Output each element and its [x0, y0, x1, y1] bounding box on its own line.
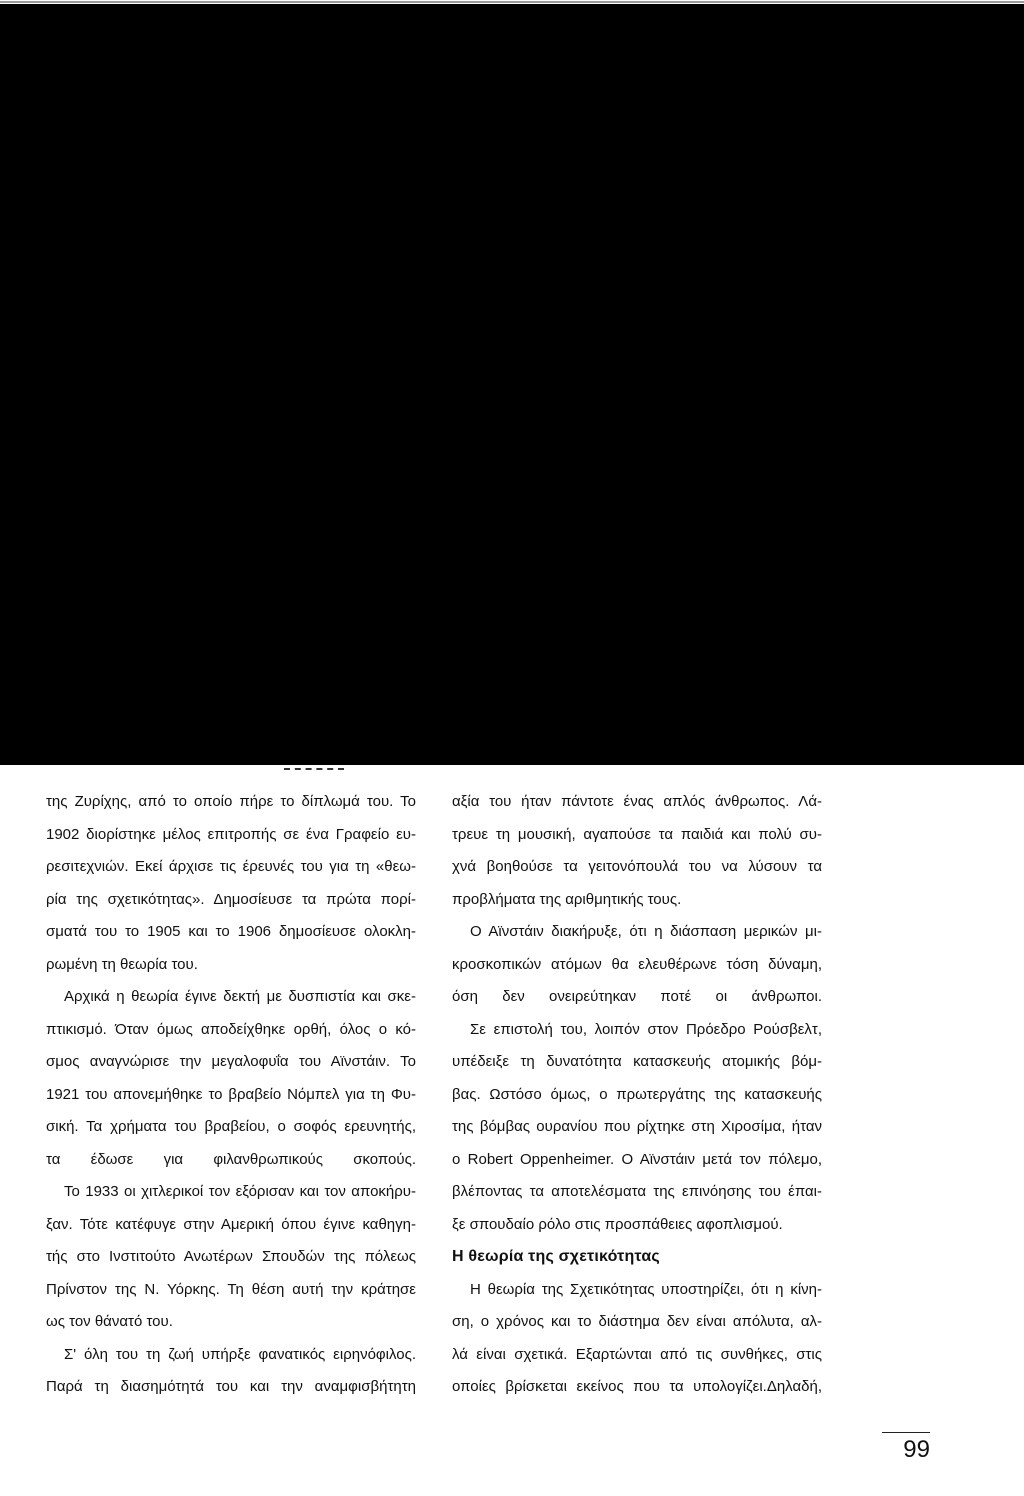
text-line: 1921 του απονεμήθηκε το βραβείο Νόμπελ για τη Φυ- [46, 1085, 416, 1103]
text-line: Η θεωρία της Σχετικότητας υποστηρίζει, ότι η κίνη- [470, 1280, 822, 1298]
text-line: Το 1933 οι χιτλερικοί τον εξόρισαν και τον αποκήρυ- [64, 1183, 416, 1200]
text-line: πτικισμό. Όταν όμως αποδείχθηκε ορθή, όλος ο κό- [46, 1020, 416, 1038]
text-line: ξε σπουδαίο ρόλο στις προσπάθειες αφοπλισμού. [452, 1215, 783, 1233]
text-line: ξαν. Τότε κατέφυγε στην Αμερική όπου έγινε καθηγη- [46, 1215, 416, 1233]
text-line: κροσκοπικών ατόμων θα ελευθέρωνε τόση δύναμη, [452, 955, 822, 973]
left-column [46, 786, 416, 1404]
text-line: ση, ο χρόνος και το διάστημα δεν είναι απόλυτα, αλ- [452, 1313, 822, 1330]
text-line: ρωμένη τη θεωρία του. [46, 955, 198, 973]
photo-area [0, 4, 1024, 765]
right-column [452, 786, 822, 1404]
text-line: της Ζυρίχης, από το οποίο πήρε το δίπλωμά του. Το [46, 793, 416, 810]
text-line: ρία της σχετικότητας». Δημοσίευσε τα πρώτα πορί- [46, 890, 416, 908]
text-line: Ο Αϊνστάιν διακήρυξε, ότι η διάσπαση μερικών μι- [470, 923, 822, 940]
text-line: τα έδωσε για φιλανθρωπικούς σκοπούς. [46, 1150, 416, 1168]
text-line: σική. Τα χρήματα του βραβείου, ο σοφός ερευνητής, [46, 1118, 416, 1135]
text-line: τής στο Ινστιτούτο Ανωτέρων Σπουδών της πόλεως [46, 1248, 416, 1265]
text-line: Πρίνστον της Ν. Υόρκης. Τη θέση αυτή την κράτησε [46, 1280, 416, 1298]
section-heading: Η θεωρία της σχετικότητας [452, 1248, 660, 1265]
photo-bottom-mark [284, 768, 344, 770]
text-line: Σ' όλη του τη ζωή υπήρξε φανατικός ειρηνόφιλος. [64, 1345, 416, 1363]
text-line: Παρά τη διασημότητά του και την αναμφισβήτητη [46, 1378, 416, 1395]
text-line: σματά του το 1905 και το 1906 δημοσίευσε ολοκλη- [46, 923, 416, 940]
text-line: χνά βοηθούσε τα γειτονόπουλά του να λύσουν τα [452, 858, 822, 875]
text-line: σμος αναγνώρισε την μεγαλοφυΐα του Αϊνστάιν. Το [46, 1053, 416, 1070]
text-line: Σε επιστολή του, λοιπόν στον Πρόεδρο Ρούσβελτ, [470, 1020, 822, 1038]
scan-top-edge [0, 1, 1024, 3]
text-line: αξία του ήταν πάντοτε ένας απλός άνθρωπος. Λά- [452, 793, 822, 810]
text-line: οποίες βρίσκεται εκείνος που τα υπολογίζει.Δηλαδή, [452, 1378, 822, 1395]
text-line: προβλήματα της αριθμητικής τους. [452, 890, 682, 908]
text-line: όση δεν ονειρεύτηκαν ποτέ οι άνθρωποι. [452, 988, 822, 1005]
page-number: 99 [882, 1432, 930, 1467]
text-line: ρεσιτεχνιών. Εκεί άρχισε τις έρευνές του για τη «θεω- [46, 858, 416, 875]
text-line: υπέδειξε τη δυνατότητα κατασκευής ατομικής βόμ- [452, 1053, 822, 1070]
text-line: της βόμβας ουρανίου που ρίχτηκε στη Χιροσίμα, ήταν [452, 1118, 822, 1135]
text-line: βας. Ωστόσο όμως, ο πρωτεργάτης της κατασκευής [452, 1085, 822, 1103]
text-line: ο Robert Oppenheimer. Ο Αϊνστάιν μετά τον πόλεμο, [452, 1150, 822, 1168]
text-line: λά είναι σχετικά. Εξαρτώνται από τις συνθήκες, στις [452, 1345, 822, 1363]
text-line: τρευε τη μουσική, αγαπούσε τα παιδιά και πολύ συ- [452, 825, 822, 843]
text-line: βλέποντας τα αποτελέσματα της επινόησης του έπαι- [452, 1183, 822, 1200]
text-line: ως τον θάνατό του. [46, 1313, 173, 1330]
text-line: 1902 διορίστηκε μέλος επιτροπής σε ένα Γραφείο ευ- [46, 825, 416, 843]
text-line: Αρχικά η θεωρία έγινε δεκτή με δυσπιστία και σκε- [64, 988, 416, 1005]
